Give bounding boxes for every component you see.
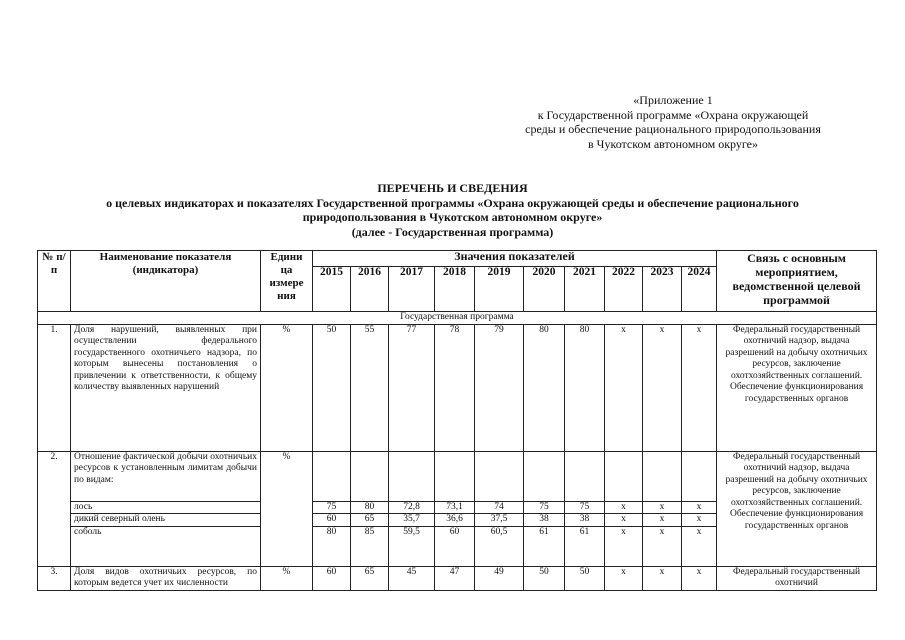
value-cell: 79 [475,324,524,451]
title-line: ПЕРЕЧЕНЬ И СВЕДЕНИЯ [377,181,528,195]
table-row [38,451,877,501]
header-year: 2023 [643,267,682,312]
value-cell: 47 [435,566,475,590]
value-cell: 80 [351,501,389,514]
value-cell: 35,7 [389,514,435,527]
value-cell: 65 [351,566,389,590]
linked-activity: Федеральный государственный охотничий надзор, выдача разрешений на добычу охотничьих ресурсов, заключение охотхозяйственных соглашений. Обеспечение функционирования государственных органов [717,324,877,451]
value-cell: x [643,514,682,527]
value-cell: x [605,566,643,590]
value-cell: 38 [524,514,565,527]
appendix-line: «Приложение 1 [633,93,713,107]
appendix-line: в Чукотском автономном округе» [588,136,758,151]
value-cell [389,451,435,501]
value-cell [682,451,717,501]
indicator-name: Доля видов охотничьих ресурсов, по которым ведется учет их численности [71,566,261,590]
value-cell [524,451,565,501]
header-year: 2017 [389,267,435,312]
appendix-note [500,93,846,151]
document-title [30,181,875,239]
linked-activity: Федеральный государственный охотничий надзор, выдача разрешений на добычу охотничьих ресурсов, заключение охотхозяйственных соглашений. Обеспечение функционирования государственных органов [717,451,877,566]
value-cell: 60 [313,514,351,527]
value-cell [605,451,643,501]
value-cell: 61 [524,526,565,566]
value-cell: 60 [313,566,351,590]
value-cell: 78 [435,324,475,451]
header-year: 2015 [313,267,351,312]
title-line: о целевых индикаторах и показателях Государственной программы «Охрана окружающей среды и обеспечение рационального [106,195,799,210]
title-line: (далее - Государственная программа) [351,224,554,239]
header-year: 2020 [524,267,565,312]
value-cell: 74 [475,501,524,514]
value-cell: 65 [351,514,389,527]
indicator-name: Отношение фактической добычи охотничьих ресурсов к установленным лимитам добычи по видам: [71,451,261,501]
value-cell: 77 [389,324,435,451]
value-cell [643,451,682,501]
header-unit: Едини ца измере ния [261,251,313,312]
value-cell: x [643,526,682,566]
unit: % [261,566,313,590]
value-cell: x [643,324,682,451]
row-number: 3. [38,566,71,590]
value-cell: 60 [435,526,475,566]
value-cell: x [682,566,717,590]
value-cell: 60,5 [475,526,524,566]
header-year: 2024 [682,267,717,312]
value-cell: 55 [351,324,389,451]
value-cell [475,451,524,501]
value-cell: 75 [524,501,565,514]
sub-indicator-name: дикий северный олень [71,514,261,527]
value-cell: 73,1 [435,501,475,514]
value-cell: 80 [565,324,605,451]
value-cell: x [605,324,643,451]
value-cell: x [643,501,682,514]
header-year: 2018 [435,267,475,312]
value-cell: 80 [313,526,351,566]
unit: % [261,451,313,566]
header-name: Наименование показателя (индикатора) [71,251,261,312]
value-cell: 72,8 [389,501,435,514]
sub-indicator-name: лось [71,501,261,514]
sub-indicator-name: соболь [71,526,261,566]
value-cell: 45 [389,566,435,590]
value-cell: 36,6 [435,514,475,527]
table-row [38,324,877,451]
value-cell: 75 [565,501,605,514]
value-cell: x [605,514,643,527]
value-cell: 37,5 [475,514,524,527]
value-cell: x [682,501,717,514]
title-line: природопользования в Чукотском автономном округе» [302,210,603,224]
section-title: Государственная программа [38,312,877,325]
row-number: 1. [38,324,71,451]
value-cell: 85 [351,526,389,566]
value-cell [565,451,605,501]
linked-activity: Федеральный государственный охотничий [717,566,877,590]
value-cell: x [605,501,643,514]
header-year: 2021 [565,267,605,312]
value-cell: x [682,324,717,451]
value-cell: x [682,514,717,527]
value-cell [435,451,475,501]
indicators-table [37,250,877,591]
value-cell: 50 [565,566,605,590]
header-link: Связь с основным мероприятием, ведомственной целевой программой [717,251,877,312]
header-year: 2022 [605,267,643,312]
value-cell: x [643,566,682,590]
value-cell: 80 [524,324,565,451]
value-cell: 75 [313,501,351,514]
unit: % [261,324,313,451]
appendix-line: среды и обеспечение рационального природопользования [525,122,821,136]
value-cell: x [605,526,643,566]
header-values: Значения показателей [313,251,717,267]
value-cell: 50 [524,566,565,590]
appendix-line: к Государственной программе «Охрана окружающей [537,107,809,122]
value-cell: 49 [475,566,524,590]
row-number: 2. [38,451,71,566]
table-row [38,566,877,590]
header-year: 2019 [475,267,524,312]
value-cell: 50 [313,324,351,451]
value-cell: 61 [565,526,605,566]
value-cell [313,451,351,501]
indicator-name: Доля нарушений, выявленных при осуществлении федерального государственного охотничьего надзора, по которым вынесены постановления о привлечении к ответственности, к общему количеству выявленных нарушений [71,324,261,451]
value-cell: 38 [565,514,605,527]
header-num: № п/п [38,251,71,312]
header-year: 2016 [351,267,389,312]
value-cell [351,451,389,501]
value-cell: 59,5 [389,526,435,566]
value-cell: x [682,526,717,566]
